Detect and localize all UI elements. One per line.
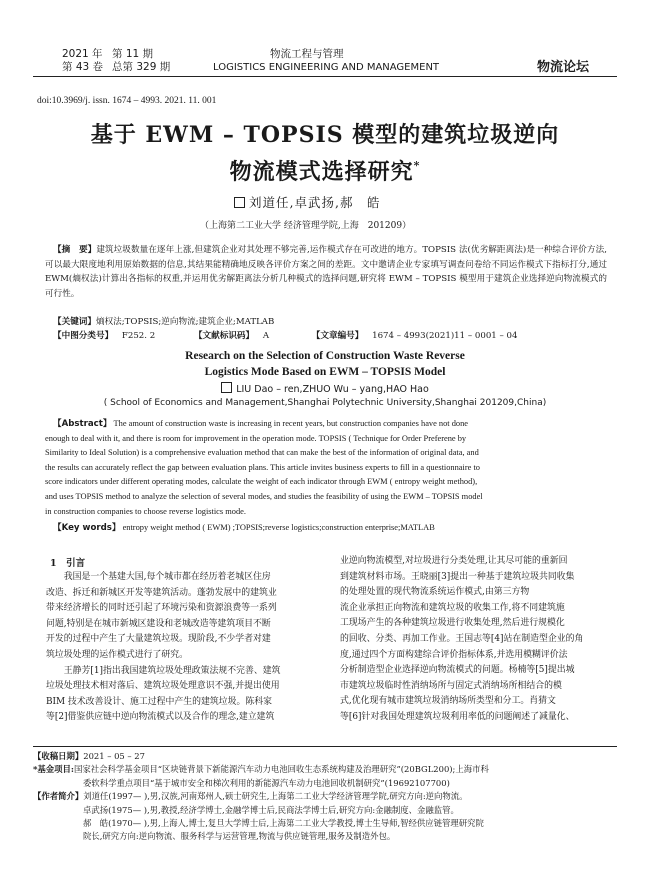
author-bio-line1: 刘道任(1997— ),男,汉族,河南郑州人,硕士研究生,上海第二工业大学经济管理学院,研究方向:逆向物流。 — [83, 791, 468, 802]
body-line: 业逆向物流模型,对垃圾进行分类处理,让其尽可能的重新回 — [340, 556, 568, 566]
author-bio-line4: 院长,研究方向:逆向物流、服务科学与运营管理,物流与供应链管理,服务及制造外包。 — [83, 831, 396, 842]
body-line: 市建筑垃圾临时性消纳场所与固定式消纳场所相结合的模 — [340, 680, 562, 691]
body-line: 垃圾处理技术相对落后、建筑垃圾处理意识不强,并提出使用 — [46, 681, 280, 692]
footnote-rule — [33, 746, 617, 747]
abstract-en-line: in construction companies to choose reverse logistics mode. — [45, 506, 246, 516]
affiliation-cn: （上海第二工业大学 经济管理学院,上海 201209） — [200, 221, 412, 231]
body-line: 流企业承担正向物流和建筑垃圾的收集工作,将不同建筑施 — [340, 602, 565, 613]
body-line: 王静芳[1]指出我国建筑垃圾处理政策法规不完善、建筑 — [46, 665, 281, 676]
classification-row — [53, 329, 613, 344]
abstract-en-line: Similarity to Ideal Solution) is a comprehensive evaluation method that can make the best of the information of original data, and — [45, 448, 479, 458]
header-total-issue: 总第 329 期 — [112, 61, 171, 73]
doc-label: 【文献标识码】 — [193, 331, 255, 341]
abstract-en-line: The amount of construction waste is increasing in recent years, but construction companies have not done — [113, 419, 468, 428]
abstract-en-label: 【Abstract】 — [53, 419, 112, 429]
body-line: 等[6]针对我国处理建筑垃圾利用率低的问题阐述了减量化、 — [340, 711, 575, 722]
fund-line2: 委软科学重点项目“基于城市安全和梯次利用的新能源汽车动力电池回收机制研究”(19692107700) — [83, 777, 450, 788]
header-journal-cn: 物流工程与管理 — [270, 48, 344, 60]
authors-cn: 刘道任,卓武扬,郝 皓 — [249, 195, 381, 210]
authors-en-wrap — [40, 382, 610, 395]
doc-value: A — [262, 331, 270, 341]
article-value: 1674 – 4993(2021)11 – 0001 – 04 — [372, 331, 518, 341]
abstract-cn-text: 建筑垃圾数量在逐年上涨,但建筑企业对其处理不够完善,运作模式存在可改进的地方。TOPSIS 法(优劣解距离法)是一种综合评价方法,可以最大限度地利用原始数据的信息,其结果能精确地反映各评价方案之间的差距。文中邀请企业专家填写调查问卷给不同运作模式下指标打分,通过 EWM(熵权法)计算出各指标的权重,并运用优劣解距离法分析几种模式的选择问题,研究将 EWM – TOPSIS 模型用于建筑企业选择逆向物流模式的可行性。 — [45, 245, 607, 299]
keywords-cn-label: 【关键词】 — [53, 317, 96, 327]
article-label: 【文章编号】 — [311, 331, 364, 341]
header-rule — [33, 76, 617, 77]
author-bio-line2: 卓武扬(1975— ),男,教授,经济学博士,金融学博士后,民商法学博士后,研究方向:金融制度、金融监管。 — [83, 804, 459, 815]
left-column — [46, 570, 310, 726]
received-date: 2021 – 05 – 27 — [83, 751, 145, 761]
body-line: BIM 技术改善设计、施工过程中产生的建筑垃圾。陈科家 — [46, 696, 273, 707]
abstract-en-line: score indicators under different operating modes, calculate the weight of each indicator through EWM ( entropy weight method), — [45, 477, 478, 487]
fund-line1: 国家社会科学基金项目“区块链背景下新能源汽车动力电池回收生态系统构建及治理研究”(20BGL200);上海市科 — [73, 764, 489, 775]
keywords-cn-text: 熵权法;TOPSIS;逆向物流;建筑企业;MATLAB — [95, 317, 275, 327]
right-column — [340, 554, 606, 726]
body-line: 问题,特别是在城市新城区建设和老城改造等建筑项目不断 — [46, 618, 271, 629]
title-en-line1: Research on the Selection of Construction Waste Reverse — [185, 350, 465, 362]
footnotes — [33, 750, 623, 844]
body-line: 带来经济增长的同时还引起了环境污染和资源浪费等一系列 — [46, 603, 277, 614]
affiliation-en: ( School of Economics and Management,Shanghai Polytechnic University,Shanghai 201209,China) — [103, 398, 547, 408]
abstract-en — [45, 417, 610, 519]
body-line: 的处理处置的现代物流系统运作模式,由第三方物 — [340, 587, 530, 598]
doi: doi:10.3969/j. issn. 1674 – 4993. 2021. 11. 001 — [37, 96, 217, 106]
keywords-cn — [53, 315, 274, 330]
title-cn-line2-wrap — [40, 155, 610, 186]
abstract-en-line: and uses TOPSIS method to analyze the selection of several modes, and studies the feasibility of using the EWM – TOPSIS model — [45, 491, 483, 501]
header-journal-en: LOGISTICS ENGINEERING AND MANAGEMENT — [213, 62, 440, 73]
header-section: 物流论坛 — [537, 60, 590, 75]
title-cn-line1: 基于 EWM – TOPSIS 模型的建筑垃圾逆向 — [90, 122, 560, 148]
body-line: 分析制造型企业选择逆向物流模式的问题。杨楠等[5]提出城 — [340, 665, 575, 676]
clc-label: 【中图分类号】 — [53, 331, 114, 341]
header-volume: 第 43 卷 — [62, 61, 104, 73]
abstract-cn-label: 【摘 要】 — [53, 245, 97, 255]
keywords-en — [53, 521, 613, 536]
title-en-line2: Logistics Mode Based on EWM – TOPSIS Model — [204, 366, 446, 378]
fund-label: *基金项目: — [33, 764, 74, 775]
author-en-box-icon — [221, 382, 232, 393]
header-issue: 第 11 期 — [112, 48, 154, 60]
body-line: 改造、拆迁和新城区开发等建筑活动。蓬勃发展中的建筑业 — [46, 587, 277, 598]
title-cn-line2: 物流模式选择研究 — [229, 159, 414, 185]
body-line: 到建筑材料市场。王晓丽[3]提出一种基于建筑垃圾共同收集 — [340, 571, 575, 582]
keywords-en-text: entropy weight method ( EWM) ;TOPSIS;reverse logistics;construction enterprise;MATLAB — [122, 523, 435, 532]
keywords-en-label: 【Key words】 — [53, 523, 121, 533]
header-year: 2021 年 — [62, 48, 103, 60]
title-star: * — [413, 159, 421, 172]
author-box-icon — [234, 197, 245, 208]
author-bio-label: 【作者简介】 — [33, 791, 84, 802]
body-line: 式,优化现有城市建筑垃圾消纳场所类型和分工。肖猜文 — [340, 696, 556, 707]
body-line: 的回收、分类、再加工作业。王国志等[4]站在制造型企业的角 — [340, 633, 584, 644]
body-line: 度,通过四个方面构建综合评价指标体系,并选用模糊评价法 — [340, 649, 568, 660]
body-line: 筑垃圾处理的运作模式进行了研究。 — [46, 649, 188, 660]
authors-en: LIU Dao – ren,ZHUO Wu – yang,HAO Hao — [236, 384, 429, 395]
body-line: 等[2]借鉴供应链中逆向物流模式以及合作的理念,建立建筑 — [46, 712, 275, 723]
abstract-en-line: the results can accurately reflect the gap between evaluation plans. This article invites business experts to fill in a questionnaire to — [45, 462, 480, 472]
body-line: 工现场产生的各种建筑垃圾进行收集处理,然后进行规模化 — [340, 618, 565, 629]
abstract-cn — [45, 243, 607, 301]
received-label: 【收稿日期】 — [33, 751, 84, 761]
clc-value: F252. 2 — [121, 331, 156, 341]
abstract-en-line: enough to deal with it, and there is room for improvement in the operation mode. TOPSIS ( Technique for Order Preferene by — [45, 433, 467, 443]
author-bio-line3: 郝 皓(1970— ),男,上海人,博士,复旦大学博士后,上海第二工业大学教授,博士生导师,智经供应链管理研究院 — [83, 818, 484, 829]
body-line: 我国是一个基建大国,每个城市都在经历着老城区住房 — [46, 572, 271, 582]
authors-cn-wrap — [234, 193, 380, 211]
intro-heading: 1 引言 — [50, 558, 86, 569]
body-line: 开发的过程中产生了大量建筑垃圾。现阶段,不少学者对建 — [46, 634, 271, 645]
